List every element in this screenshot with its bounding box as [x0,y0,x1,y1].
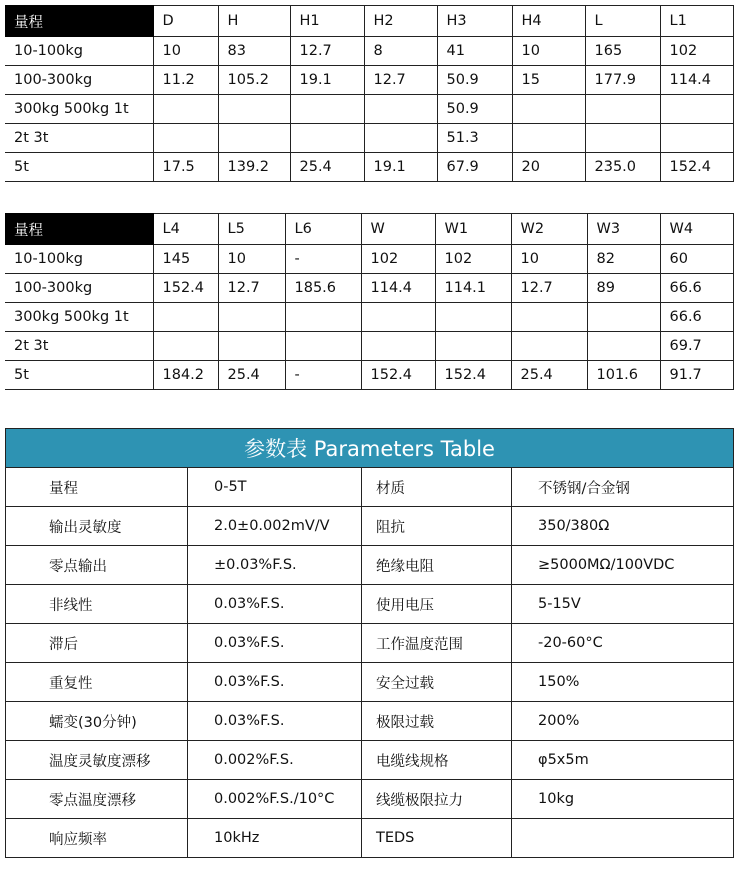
parameter-value: φ5x5m [512,741,734,780]
value-cell: 19.1 [290,66,364,95]
value-cell [153,332,218,361]
parameter-name: 输出灵敏度 [6,507,188,546]
value-cell: 66.6 [660,274,733,303]
value-cell: 25.4 [511,361,587,390]
column-header: D [153,6,218,37]
column-header: W3 [587,214,660,245]
table-row [5,361,733,390]
parameter-name: 绝缘电阻 [362,546,512,585]
parameter-value: 10kg [512,780,734,819]
value-cell [218,303,285,332]
value-cell: 91.7 [660,361,733,390]
table-row [5,245,733,274]
range-header: 量程 [5,214,153,245]
value-cell: 41 [437,37,512,66]
value-cell: 15 [512,66,585,95]
parameter-name: 响应频率 [6,819,188,858]
range-cell: 300kg 500kg 1t [5,95,153,124]
parameter-name: 工作温度范围 [362,624,512,663]
value-cell: 145 [153,245,218,274]
parameter-value: 150% [512,663,734,702]
parameter-value: 2.0±0.002mV/V [188,507,362,546]
dimension-table-2 [5,213,734,390]
parameter-name: 量程 [6,468,188,507]
parameter-name: 温度灵敏度漂移 [6,741,188,780]
value-cell: 184.2 [153,361,218,390]
value-cell: 20 [512,153,585,182]
value-cell: 50.9 [437,66,512,95]
parameter-name: 线缆极限拉力 [362,780,512,819]
column-header: H [218,6,290,37]
range-cell: 5t [5,361,153,390]
parameter-name: TEDS [362,819,512,858]
column-header: W [361,214,435,245]
range-cell: 100-300kg [5,274,153,303]
value-cell: 12.7 [290,37,364,66]
parameter-value: 0.03%F.S. [188,702,362,741]
value-cell: 185.6 [285,274,361,303]
parameter-name: 极限过载 [362,702,512,741]
value-cell: 177.9 [585,66,660,95]
table-row [5,66,733,95]
value-cell [361,332,435,361]
column-header: H1 [290,6,364,37]
value-cell [364,124,437,153]
value-cell [218,124,290,153]
header-row [5,6,733,37]
value-cell [153,95,218,124]
column-header: W2 [511,214,587,245]
range-header: 量程 [5,6,153,37]
parameter-row [6,468,734,507]
value-cell: 83 [218,37,290,66]
column-header: L1 [660,6,733,37]
value-cell: 114.4 [361,274,435,303]
value-cell [660,124,733,153]
value-cell: 105.2 [218,66,290,95]
column-header: L4 [153,214,218,245]
value-cell [153,124,218,153]
table-row [5,37,733,66]
value-cell: 101.6 [587,361,660,390]
header-row [5,214,733,245]
value-cell [511,332,587,361]
range-cell: 100-300kg [5,66,153,95]
value-cell: 25.4 [218,361,285,390]
value-cell: 235.0 [585,153,660,182]
parameter-value: 0.002%F.S. [188,741,362,780]
parameter-name: 蠕变(30分钟) [6,702,188,741]
value-cell: 152.4 [660,153,733,182]
value-cell: 165 [585,37,660,66]
table-row [5,332,733,361]
parameter-name: 零点输出 [6,546,188,585]
value-cell: 19.1 [364,153,437,182]
parameter-value: 350/380Ω [512,507,734,546]
parameter-value: 0.03%F.S. [188,663,362,702]
value-cell: 11.2 [153,66,218,95]
range-cell: 300kg 500kg 1t [5,303,153,332]
value-cell [585,124,660,153]
value-cell [285,303,361,332]
parameter-row [6,819,734,858]
value-cell: 102 [361,245,435,274]
value-cell: 114.4 [660,66,733,95]
parameter-value: ±0.03%F.S. [188,546,362,585]
value-cell [218,95,290,124]
value-cell: 50.9 [437,95,512,124]
column-header: W1 [435,214,511,245]
value-cell: 12.7 [364,66,437,95]
column-header: H3 [437,6,512,37]
parameter-name: 非线性 [6,585,188,624]
range-cell: 10-100kg [5,245,153,274]
value-cell [285,332,361,361]
parameter-value: 0.03%F.S. [188,624,362,663]
value-cell: 25.4 [290,153,364,182]
range-cell: 10-100kg [5,37,153,66]
parameter-name: 阻抗 [362,507,512,546]
parameter-value: 0-5T [188,468,362,507]
parameter-value: -20-60°C [512,624,734,663]
column-header: L6 [285,214,361,245]
parameter-row [6,507,734,546]
value-cell: 10 [511,245,587,274]
value-cell [587,332,660,361]
parameter-name: 安全过载 [362,663,512,702]
value-cell: - [285,361,361,390]
table-row [5,95,733,124]
value-cell: 10 [153,37,218,66]
value-cell [512,124,585,153]
value-cell: 102 [660,37,733,66]
column-header: H4 [512,6,585,37]
value-cell [512,95,585,124]
parameter-value: 10kHz [188,819,362,858]
column-header: L5 [218,214,285,245]
parameter-row [6,780,734,819]
parameter-value: ≥5000MΩ/100VDC [512,546,734,585]
value-cell [660,95,733,124]
parameter-name: 电缆线规格 [362,741,512,780]
value-cell [290,124,364,153]
value-cell: 139.2 [218,153,290,182]
value-cell: 152.4 [361,361,435,390]
range-cell: 2t 3t [5,124,153,153]
parameter-row [6,546,734,585]
value-cell: 89 [587,274,660,303]
value-cell: 152.4 [435,361,511,390]
value-cell: 152.4 [153,274,218,303]
dimension-table-1 [5,5,734,182]
value-cell [511,303,587,332]
value-cell: 66.6 [660,303,733,332]
value-cell [218,332,285,361]
value-cell [435,303,511,332]
parameter-name: 材质 [362,468,512,507]
value-cell: 12.7 [511,274,587,303]
value-cell: 10 [218,245,285,274]
parameter-value: 0.03%F.S. [188,585,362,624]
table-row [5,303,733,332]
value-cell: 82 [587,245,660,274]
value-cell [364,95,437,124]
table-row [5,153,733,182]
value-cell: 60 [660,245,733,274]
value-cell: 51.3 [437,124,512,153]
value-cell: 17.5 [153,153,218,182]
parameter-value: 0.002%F.S./10°C [188,780,362,819]
parameters-title: 参数表 Parameters Table [6,429,734,468]
parameter-name: 重复性 [6,663,188,702]
value-cell: 114.1 [435,274,511,303]
parameter-value: 不锈钢/合金钢 [512,468,734,507]
value-cell: 8 [364,37,437,66]
parameter-row [6,585,734,624]
value-cell: 67.9 [437,153,512,182]
parameters-title-row [6,429,734,468]
value-cell: 102 [435,245,511,274]
parameter-value: 200% [512,702,734,741]
value-cell: 12.7 [218,274,285,303]
value-cell [153,303,218,332]
value-cell [435,332,511,361]
range-cell: 5t [5,153,153,182]
parameter-row [6,741,734,780]
column-header: L [585,6,660,37]
column-header: W4 [660,214,733,245]
parameter-name: 滞后 [6,624,188,663]
column-header: H2 [364,6,437,37]
parameter-value [512,819,734,858]
value-cell: - [285,245,361,274]
value-cell [290,95,364,124]
value-cell [587,303,660,332]
parameter-name: 使用电压 [362,585,512,624]
parameter-row [6,663,734,702]
parameter-name: 零点温度漂移 [6,780,188,819]
table-row [5,124,733,153]
range-cell: 2t 3t [5,332,153,361]
parameter-value: 5-15V [512,585,734,624]
value-cell [361,303,435,332]
parameter-row [6,624,734,663]
value-cell: 69.7 [660,332,733,361]
value-cell [585,95,660,124]
parameter-row [6,702,734,741]
parameters-table [5,428,734,858]
table-row [5,274,733,303]
value-cell: 10 [512,37,585,66]
